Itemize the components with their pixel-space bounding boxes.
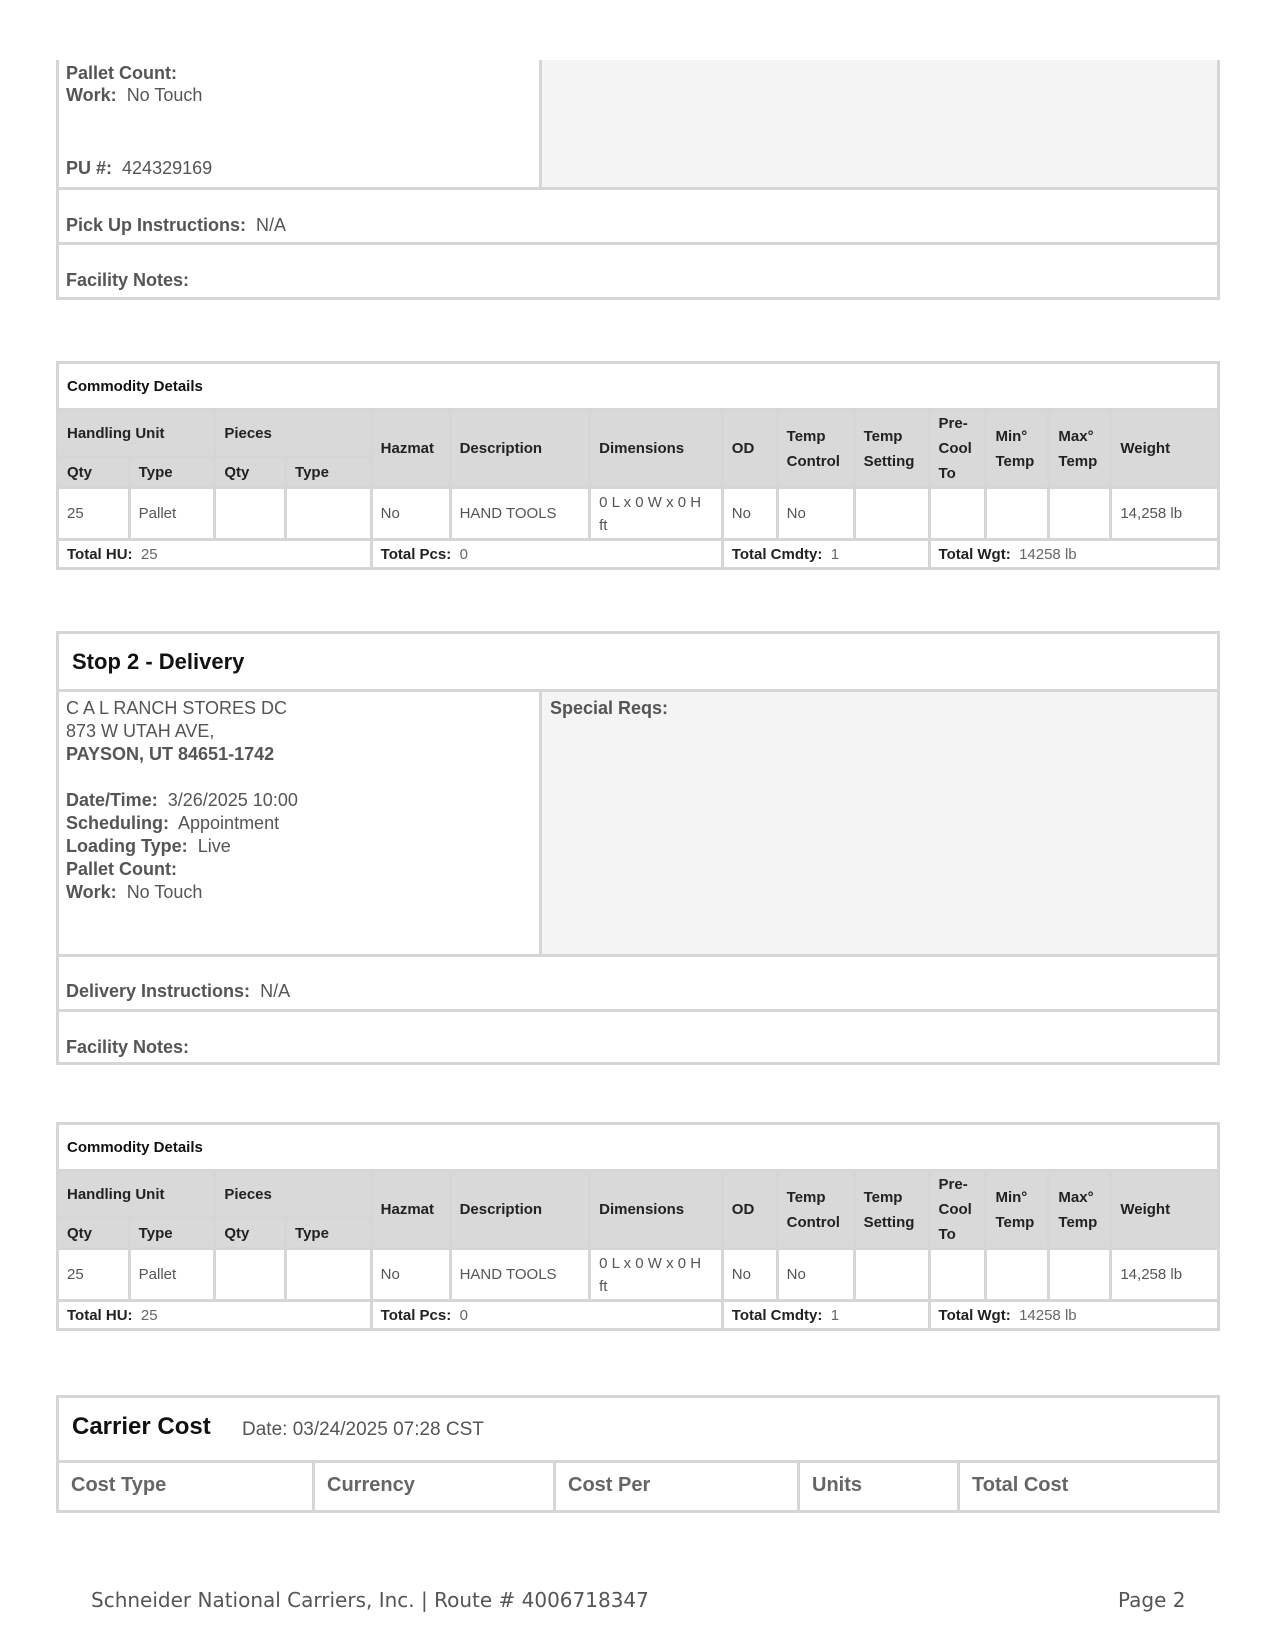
carrier-cost-section xyxy=(56,1395,1220,1513)
stop1-pickup-instructions: Pick Up Instructions: N/A xyxy=(66,215,287,235)
col-pieces-qty: Qty xyxy=(215,1218,286,1249)
col-od: OD xyxy=(722,1171,777,1249)
col-handling-unit: Handling Unit xyxy=(58,1171,215,1218)
cell-description: HAND TOOLS xyxy=(450,488,590,540)
col-description: Description xyxy=(450,410,590,488)
stop2-datetime: Date/Time: 3/26/2025 10:00 xyxy=(66,790,298,810)
stop2-loading-type: Loading Type: Live xyxy=(66,836,231,856)
cell-temp-control: No xyxy=(777,1249,854,1301)
stop2-facility-notes: Facility Notes: xyxy=(66,1037,190,1057)
footer-company-route: Schneider National Carriers, Inc. | Route # 4006718347 xyxy=(91,1588,649,1612)
divider xyxy=(59,242,1217,245)
cell-min-temp xyxy=(986,1249,1049,1301)
col-cost-per: Cost Per xyxy=(556,1460,800,1510)
table-row xyxy=(58,488,1219,540)
stop1-pu-number: PU #: 424329169 xyxy=(66,158,213,178)
col-hazmat: Hazmat xyxy=(371,1171,450,1249)
col-pieces-qty: Qty xyxy=(215,457,286,488)
totals-row xyxy=(58,540,1219,569)
stop2-scheduling: Scheduling: Appointment xyxy=(66,813,280,833)
cell-min-temp xyxy=(986,488,1049,540)
stop2-special-reqs-panel xyxy=(539,692,1217,954)
cell-hazmat: No xyxy=(371,488,450,540)
col-description: Description xyxy=(450,1171,590,1249)
divider xyxy=(59,954,1217,957)
divider xyxy=(59,187,1217,190)
cell-weight: 14,258 lb xyxy=(1111,488,1219,540)
cell-dimensions: 0 L x 0 W x 0 H ft xyxy=(590,1249,723,1301)
cell-dimensions: 0 L x 0 W x 0 H ft xyxy=(590,488,723,540)
col-min-temp: Min° Temp xyxy=(986,410,1049,488)
col-pieces: Pieces xyxy=(215,410,371,457)
col-pre-cool-to: Pre-Cool To xyxy=(929,1171,986,1249)
special-reqs-label: Special Reqs: xyxy=(550,698,669,718)
cell-pieces-type xyxy=(286,488,372,540)
col-temp-control: Temp Control xyxy=(777,410,854,488)
stop2-title: Stop 2 - Delivery xyxy=(72,649,245,674)
stop2-delivery-instructions: Delivery Instructions: N/A xyxy=(66,981,291,1001)
col-temp-setting: Temp Setting xyxy=(854,1171,929,1249)
cell-pieces-qty xyxy=(215,1249,286,1301)
total-wgt: Total Wgt: 14258 lb xyxy=(929,540,1218,569)
footer-page-number: Page 2 xyxy=(1118,1588,1186,1612)
cell-hu-type: Pallet xyxy=(129,1249,215,1301)
col-max-temp: Max° Temp xyxy=(1049,1171,1111,1249)
table-row xyxy=(58,1249,1219,1301)
col-units: Units xyxy=(800,1460,960,1510)
commodity-table-2 xyxy=(56,1122,1220,1331)
total-pcs: Total Pcs: 0 xyxy=(371,540,722,569)
col-weight: Weight xyxy=(1111,410,1219,488)
cell-hazmat: No xyxy=(371,1249,450,1301)
cell-hu-type: Pallet xyxy=(129,488,215,540)
col-cost-type: Cost Type xyxy=(59,1460,315,1510)
col-dimensions: Dimensions xyxy=(590,1171,723,1249)
col-hazmat: Hazmat xyxy=(371,410,450,488)
col-pieces-type: Type xyxy=(286,1218,372,1249)
col-currency: Currency xyxy=(315,1460,556,1510)
stop2-work: Work: No Touch xyxy=(66,882,203,902)
col-handling-unit: Handling Unit xyxy=(58,410,215,457)
stop1-special-reqs-panel xyxy=(539,60,1217,187)
col-pieces-type: Type xyxy=(286,457,372,488)
carrier-cost-columns xyxy=(59,1460,1217,1510)
col-weight: Weight xyxy=(1111,1171,1219,1249)
stop2-pallet-count: Pallet Count: xyxy=(66,859,177,879)
total-hu: Total HU: 25 xyxy=(58,540,372,569)
col-hu-type: Type xyxy=(129,457,215,488)
cell-temp-setting xyxy=(854,1249,929,1301)
stop2-name: C A L RANCH STORES DC xyxy=(66,698,288,718)
stop2-header xyxy=(59,634,1217,692)
total-cmdty: Total Cmdty: 1 xyxy=(722,1301,929,1330)
stop1-facility-notes: Facility Notes: xyxy=(66,270,190,290)
carrier-cost-title: Carrier Cost xyxy=(72,1413,211,1440)
col-temp-control: Temp Control xyxy=(777,1171,854,1249)
col-hu-type: Type xyxy=(129,1218,215,1249)
stop2-section xyxy=(56,631,1220,1065)
cell-pieces-qty xyxy=(215,488,286,540)
cell-description: HAND TOOLS xyxy=(450,1249,590,1301)
total-wgt: Total Wgt: 14258 lb xyxy=(929,1301,1218,1330)
total-cmdty: Total Cmdty: 1 xyxy=(722,540,929,569)
col-dimensions: Dimensions xyxy=(590,410,723,488)
cell-pre-cool xyxy=(929,1249,986,1301)
stop1-pallet-count: Pallet Count: xyxy=(66,63,177,83)
divider xyxy=(59,1009,1217,1012)
commodity-table-1 xyxy=(56,361,1220,570)
col-temp-setting: Temp Setting xyxy=(854,410,929,488)
stop1-section xyxy=(56,60,1220,300)
cell-temp-control: No xyxy=(777,488,854,540)
col-pieces: Pieces xyxy=(215,1171,371,1218)
cell-od: No xyxy=(722,488,777,540)
col-min-temp: Min° Temp xyxy=(986,1171,1049,1249)
cell-hu-qty: 25 xyxy=(58,488,130,540)
col-pre-cool-to: Pre-Cool To xyxy=(929,410,986,488)
cell-max-temp xyxy=(1049,488,1111,540)
stop1-work: Work: No Touch xyxy=(66,85,203,105)
commodity-details-title: Commodity Details xyxy=(58,363,1219,410)
commodity-details-title: Commodity Details xyxy=(58,1124,1219,1171)
carrier-cost-header xyxy=(59,1398,1217,1463)
col-total-cost: Total Cost xyxy=(972,1474,1069,1496)
totals-row xyxy=(58,1301,1219,1330)
col-od: OD xyxy=(722,410,777,488)
cell-temp-setting xyxy=(854,488,929,540)
cell-pieces-type xyxy=(286,1249,372,1301)
total-hu: Total HU: 25 xyxy=(58,1301,372,1330)
total-pcs: Total Pcs: 0 xyxy=(371,1301,722,1330)
col-max-temp: Max° Temp xyxy=(1049,410,1111,488)
stop2-address: 873 W UTAH AVE, xyxy=(66,721,215,741)
cell-max-temp xyxy=(1049,1249,1111,1301)
stop2-city-state-zip: PAYSON, UT 84651-1742 xyxy=(66,744,275,764)
col-hu-qty: Qty xyxy=(58,457,130,488)
cell-weight: 14,258 lb xyxy=(1111,1249,1219,1301)
col-hu-qty: Qty xyxy=(58,1218,130,1249)
cell-pre-cool xyxy=(929,488,986,540)
cell-od: No xyxy=(722,1249,777,1301)
carrier-cost-date: Date: 03/24/2025 07:28 CST xyxy=(242,1419,484,1440)
cell-hu-qty: 25 xyxy=(58,1249,130,1301)
